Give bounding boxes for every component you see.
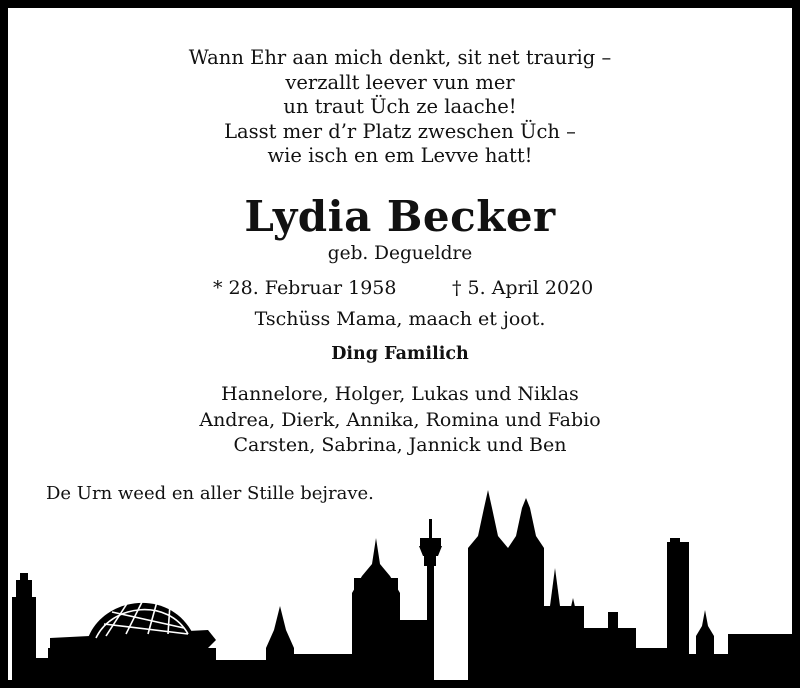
deceased-name: Lydia Becker <box>244 192 556 241</box>
obituary-card <box>8 8 792 680</box>
burial-note: De Urn weed en aller Stille bejrave. <box>46 483 374 504</box>
death-date: † 5. April 2020 <box>452 277 594 299</box>
poem-line: Lasst mer d’r Platz zweschen Üch – <box>224 119 576 143</box>
family-title: Ding Familich <box>331 344 469 364</box>
family-member-line: Hannelore, Holger, Lukas und Niklas <box>221 383 579 405</box>
poem-line: verzallt leever vun mer <box>285 70 515 94</box>
farewell-line: Tschüss Mama, maach et joot. <box>254 308 546 330</box>
birth-date: * 28. Februar 1958 <box>213 277 397 299</box>
cologne-skyline-silhouette <box>8 8 792 680</box>
family-member-line: Carsten, Sabrina, Jannick und Ben <box>233 434 567 456</box>
maiden-name: geb. Degueldre <box>327 243 473 264</box>
poem-line: Wann Ehr aan mich denkt, sit net traurig – <box>188 46 612 69</box>
family-member-line: Andrea, Dierk, Annika, Romina und Fabio <box>199 408 601 431</box>
poem-line: un traut Üch ze laache! <box>283 95 517 119</box>
poem-line: wie isch en em Levve hatt! <box>267 144 533 168</box>
